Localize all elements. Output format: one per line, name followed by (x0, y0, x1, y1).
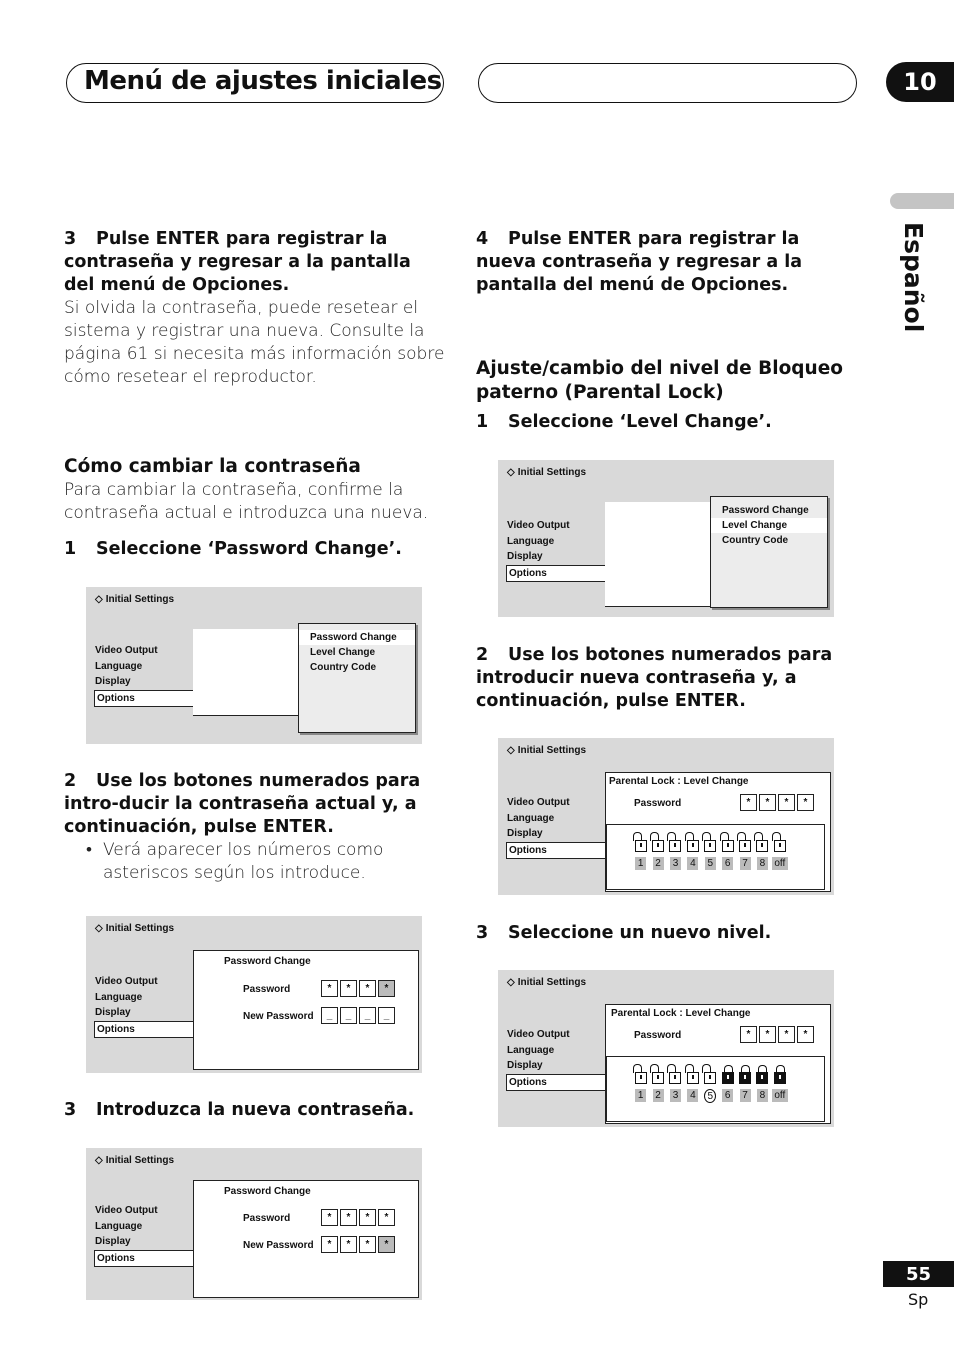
osd-menu: Video Output Language Display Options (94, 643, 194, 707)
open-lock-icon (704, 833, 716, 851)
right-step-2: 2 Use los botones numerados para introducir nueva contraseña y, a continuación, pulse ENTER. (476, 645, 833, 711)
osd-screen-level-select: ◇ Initial Settings Video Output Language Display Options Password Change Level Change Country Code (498, 460, 834, 617)
disc-icon: ◇ (95, 923, 103, 934)
osd-screen-new-password: ◇ Initial Settings Video Output Language Display Options Password Change Password * * * * New Password * * * * (86, 1148, 422, 1300)
chapter-badge: 10 (886, 62, 954, 102)
osd-screen-level-set: ◇ Initial Settings Video Output Language Display Options Parental Lock : Level Change Password * * * * 1 2 3 4 5 6 7 8 off (498, 970, 834, 1127)
osd-screen-password-select (86, 587, 422, 744)
page-language-code: Sp (908, 1290, 929, 1309)
level-row: 1 2 3 4 5 6 7 8 off (632, 857, 789, 870)
open-lock-icon (652, 1065, 664, 1083)
open-lock-icon (652, 833, 664, 851)
step-text: Pulse ENTER para registrar la contraseña y regresar a la pantalla del menú de Opciones. (64, 229, 411, 295)
lock-row (632, 833, 789, 851)
page-number: 55 (883, 1261, 954, 1287)
level-row: 1 2 3 4 5 6 7 8 off (632, 1089, 789, 1103)
osd-screen-level-password: ◇ Initial Settings Video Output Language Display Options Parental Lock : Level Change Password * * * * 1 2 3 4 5 6 7 8 off (498, 738, 834, 895)
title-frame-right (478, 63, 857, 103)
left-step-3-body: Si olvida la contraseña, puede resetear el sistema y registrar una nueva. Consulte la página 61 si necesita más información sobre cómo resetear el reproductor. (64, 298, 445, 387)
closed-lock-icon (739, 1065, 751, 1083)
open-lock-icon (722, 833, 734, 851)
section-title-parental: Ajuste/cambio del nivel de Bloqueo paterno (Parental Lock) (476, 358, 843, 403)
closed-lock-icon (774, 1065, 786, 1083)
left-step-2-bullet: • Verá aparecer los números como asteriscos según los introduce. (86, 840, 384, 883)
left-step-3 (64, 228, 444, 297)
open-lock-icon (756, 833, 768, 851)
disc-icon: ◇ (95, 1155, 103, 1166)
open-lock-icon (739, 833, 751, 851)
section-intro: Para cambiar la contraseña, confirme la contraseña actual e introduzca una nueva. (64, 480, 429, 523)
disc-icon: ◇ (507, 977, 515, 988)
side-tab (890, 193, 954, 209)
left-step-2: 2 Use los botones numerados para intro-ducir la contraseña actual y, a continuación, pulse ENTER. (64, 771, 421, 837)
open-lock-icon (635, 1065, 647, 1083)
osd-password-pane: Password Change Password * * * * New Password _ _ _ _ (193, 950, 419, 1070)
disc-icon: ◇ (507, 467, 515, 478)
closed-lock-icon (722, 1065, 734, 1083)
right-step-4: 4 Pulse ENTER para registrar la nueva contraseña y regresar a la pantalla del menú de Opciones. (476, 229, 803, 295)
open-lock-icon (687, 833, 699, 851)
open-lock-icon (687, 1065, 699, 1083)
disc-icon: ◇ (95, 594, 103, 605)
open-lock-icon (704, 1065, 716, 1083)
open-lock-icon (635, 833, 647, 851)
side-language-label: Español (899, 222, 928, 333)
open-lock-icon (669, 1065, 681, 1083)
osd-header: ◇ Initial Settings (95, 594, 175, 605)
page-title: Menú de ajustes iniciales (84, 66, 442, 96)
left-step-1: 1 Seleccione ‘Password Change’. (64, 539, 402, 559)
section-title-password: Cómo cambiar la contraseña (64, 456, 361, 477)
right-step-3: 3 Seleccione un nuevo nivel. (476, 923, 772, 943)
osd-screen-current-password: ◇ Initial Settings Video Output Language Display Options Password Change Password * * * * New Password _ _ _ _ (86, 916, 422, 1073)
step-number: 3 (64, 229, 77, 249)
disc-icon: ◇ (507, 745, 515, 756)
osd-submenu: Password Change Level Change Country Code (298, 623, 416, 733)
osd-submenu: Password Change Level Change Country Code (710, 496, 828, 608)
open-lock-icon (669, 833, 681, 851)
selected-level: 5 (704, 1089, 716, 1103)
lock-row (632, 1065, 789, 1083)
right-step-1: 1 Seleccione ‘Level Change’. (476, 412, 772, 432)
osd-pane (193, 629, 301, 716)
closed-lock-icon (756, 1065, 768, 1083)
open-lock-icon (774, 833, 786, 851)
left-step-3b: 3 Introduzca la nueva contraseña. (64, 1100, 415, 1120)
osd-password-pane: Password Change Password * * * * New Password * * * * (193, 1180, 419, 1298)
